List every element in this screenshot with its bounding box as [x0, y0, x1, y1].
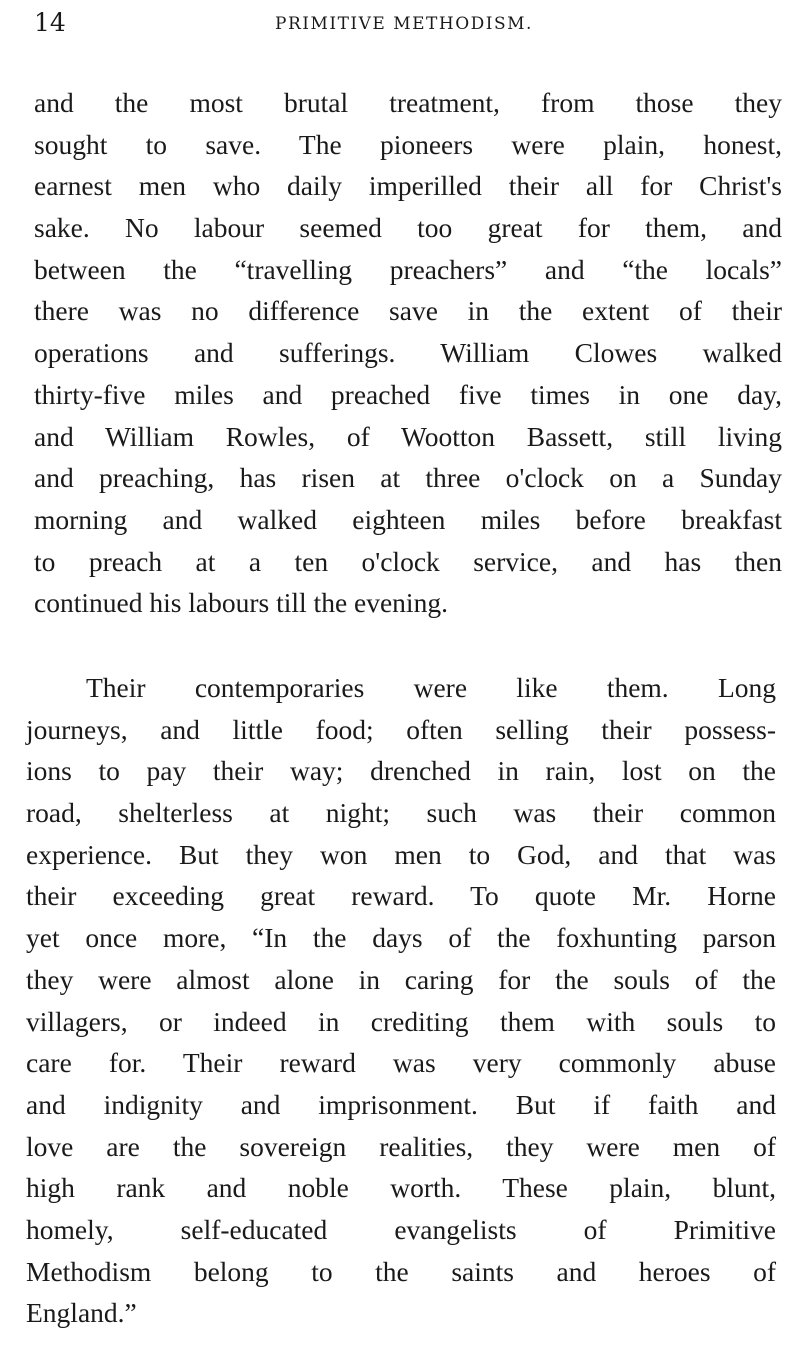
text-line: they were almost alone in caring for the souls of the — [26, 963, 776, 995]
text-line: thirty-five miles and preached five times in one day, — [34, 378, 782, 410]
text-line: between the “travelling preachers” and “the locals” — [34, 253, 782, 285]
text-line: care for. Their reward was very commonly abuse — [26, 1047, 776, 1079]
text-line: experience. But they won men to God, and that was — [26, 838, 776, 870]
text-line: England.” — [26, 1297, 137, 1329]
text-line: Their contemporaries were like them. Long — [86, 672, 776, 703]
text-line: morning and walked eighteen miles before breakfast — [34, 503, 782, 535]
text-line: journeys, and little food; often selling their possess- — [26, 713, 776, 745]
paragraph-1 — [34, 82, 782, 624]
text-line: their exceeding great reward. To quote Mr. Horne — [26, 880, 776, 912]
text-line: sake. No labour seemed too great for them, and — [34, 212, 782, 244]
text-line: and preaching, has risen at three o'clock on a Sunday — [34, 462, 782, 494]
text-line: and indignity and imprisonment. But if faith and — [26, 1088, 776, 1120]
text-line: high rank and noble worth. These plain, blunt, — [26, 1172, 776, 1204]
running-head — [34, 8, 774, 38]
text-line: love are the sovereign realities, they were men of — [26, 1130, 776, 1162]
text-line: Methodism belong to the saints and heroes of — [26, 1255, 776, 1287]
text-line: operations and sufferings. William Clowes walked — [34, 337, 782, 369]
page-number: 14 — [34, 8, 66, 37]
text-line: and the most brutal treatment, from those they — [34, 87, 782, 118]
text-line: there was no difference save in the extent of their — [34, 295, 782, 327]
text-line: road, shelterless at night; such was their common — [26, 797, 776, 829]
text-line: continued his labours till the evening. — [34, 587, 448, 619]
text-line: homely, self-educated evangelists of Primitive — [26, 1213, 776, 1245]
text-line: villagers, or indeed in crediting them with souls to — [26, 1005, 776, 1037]
text-line: ions to pay their way; drenched in rain, lost on the — [26, 755, 776, 787]
text-line: earnest men who daily imperilled their all for Christ's — [34, 170, 782, 202]
text-line: to preach at a ten o'clock service, and has then — [34, 545, 782, 577]
text-line: yet once more, “In the days of the foxhunting parson — [26, 922, 776, 954]
text-line: and William Rowles, of Wootton Bassett, still living — [34, 420, 782, 452]
text-line: sought to save. The pioneers were plain, honest, — [34, 128, 782, 160]
paragraph-2 — [26, 667, 776, 1334]
running-title: PRIMITIVE METHODISM. — [275, 14, 533, 34]
